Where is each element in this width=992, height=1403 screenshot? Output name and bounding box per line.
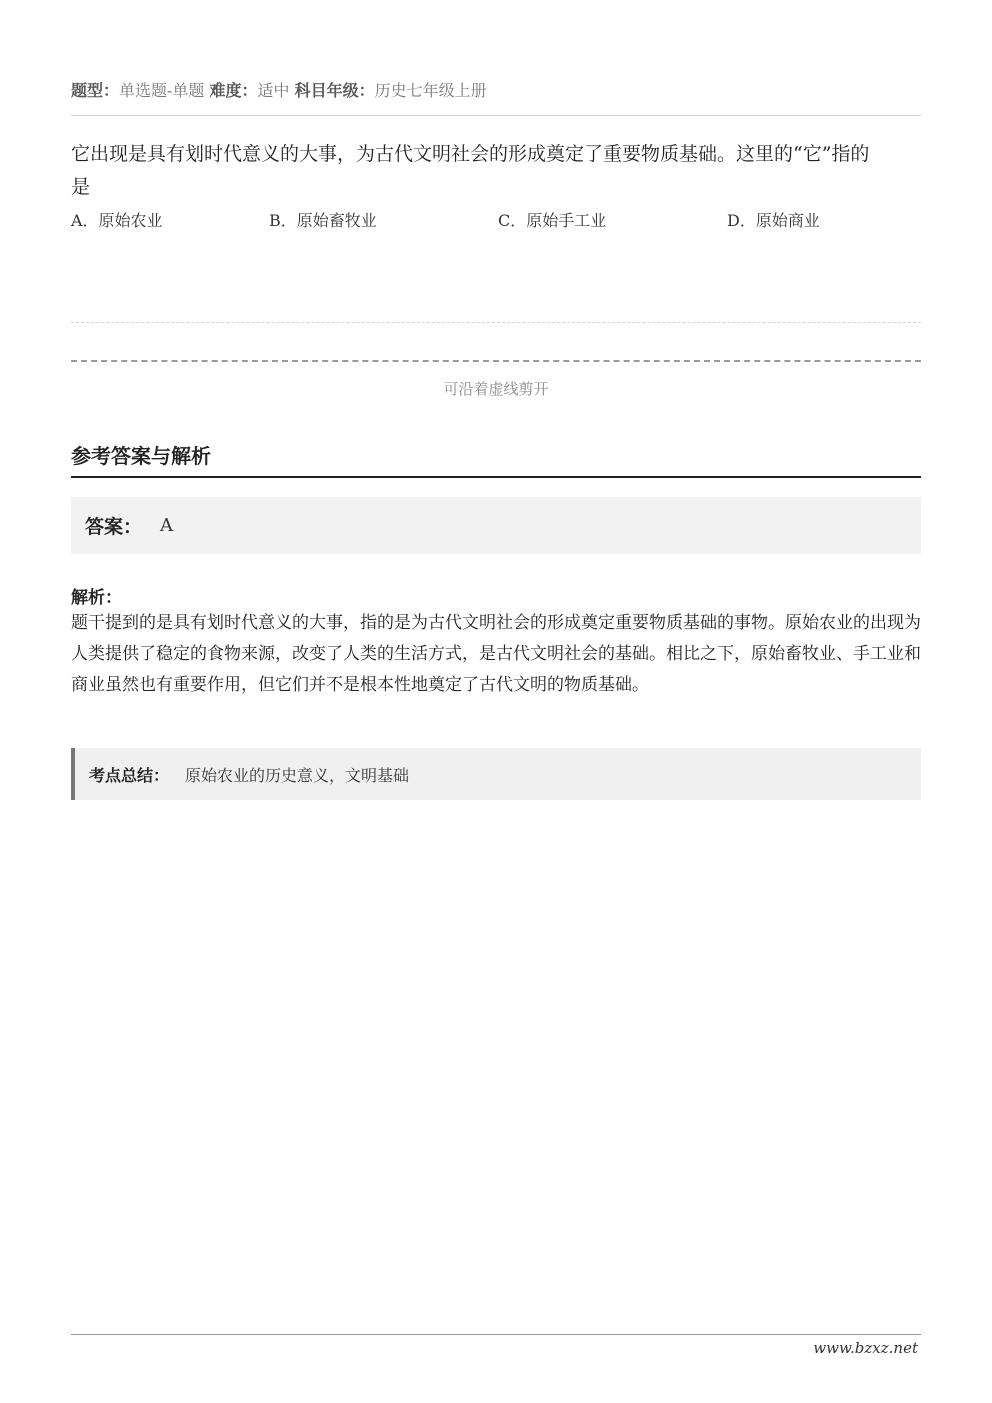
meta-divider xyxy=(71,115,921,116)
options-row xyxy=(71,208,921,234)
type-value: 单选题-单题 xyxy=(119,81,205,100)
footer-site-link[interactable]: www.bzxz.net xyxy=(813,1339,918,1357)
type-label: 题型： xyxy=(71,81,120,100)
footer-divider xyxy=(71,1334,921,1335)
summary-box xyxy=(71,748,921,800)
option-a: A．原始农业 xyxy=(71,211,163,230)
answer-section-divider xyxy=(71,476,921,478)
summary-label: 考点总结： xyxy=(89,765,170,785)
answer-section-title: 参考答案与解析 xyxy=(71,444,211,468)
answer-value: A xyxy=(160,515,174,536)
analysis-text: 题干提到的是具有划时代意义的大事，指的是为古代文明社会的形成奠定重要物质基础的事物。原始农业的出现为人类提供了稳定的食物来源，改变了人类的生活方式，是古代文明社会的基础。相比之下，原始畜牧业、手工业和商业虽然也有重要作用，但它们并不是根本性地奠定了古代文明的物质基础。 xyxy=(71,613,921,695)
question-stem: 它出现是具有划时代意义的大事，为古代文明社会的形成奠定了重要物质基础。这里的“它”指的是 xyxy=(71,143,870,198)
answer-label: 答案： xyxy=(85,516,143,538)
analysis-label: 解析： xyxy=(71,588,122,608)
subject-label: 科目年级： xyxy=(294,81,375,100)
answer-box xyxy=(71,497,921,554)
option-c: C．原始手工业 xyxy=(498,211,607,230)
difficulty-value: 适中 xyxy=(257,81,290,100)
cut-line xyxy=(71,360,921,362)
option-b: B．原始畜牧业 xyxy=(269,211,377,230)
subject-value: 历史七年级上册 xyxy=(374,81,487,100)
question-meta xyxy=(71,78,921,101)
difficulty-label: 难度： xyxy=(209,81,258,100)
light-dashed-divider xyxy=(71,322,921,323)
cut-hint: 可沿着虚线剪开 xyxy=(443,380,549,398)
option-d: D．原始商业 xyxy=(727,211,820,230)
summary-value: 原始农业的历史意义，文明基础 xyxy=(185,765,410,785)
